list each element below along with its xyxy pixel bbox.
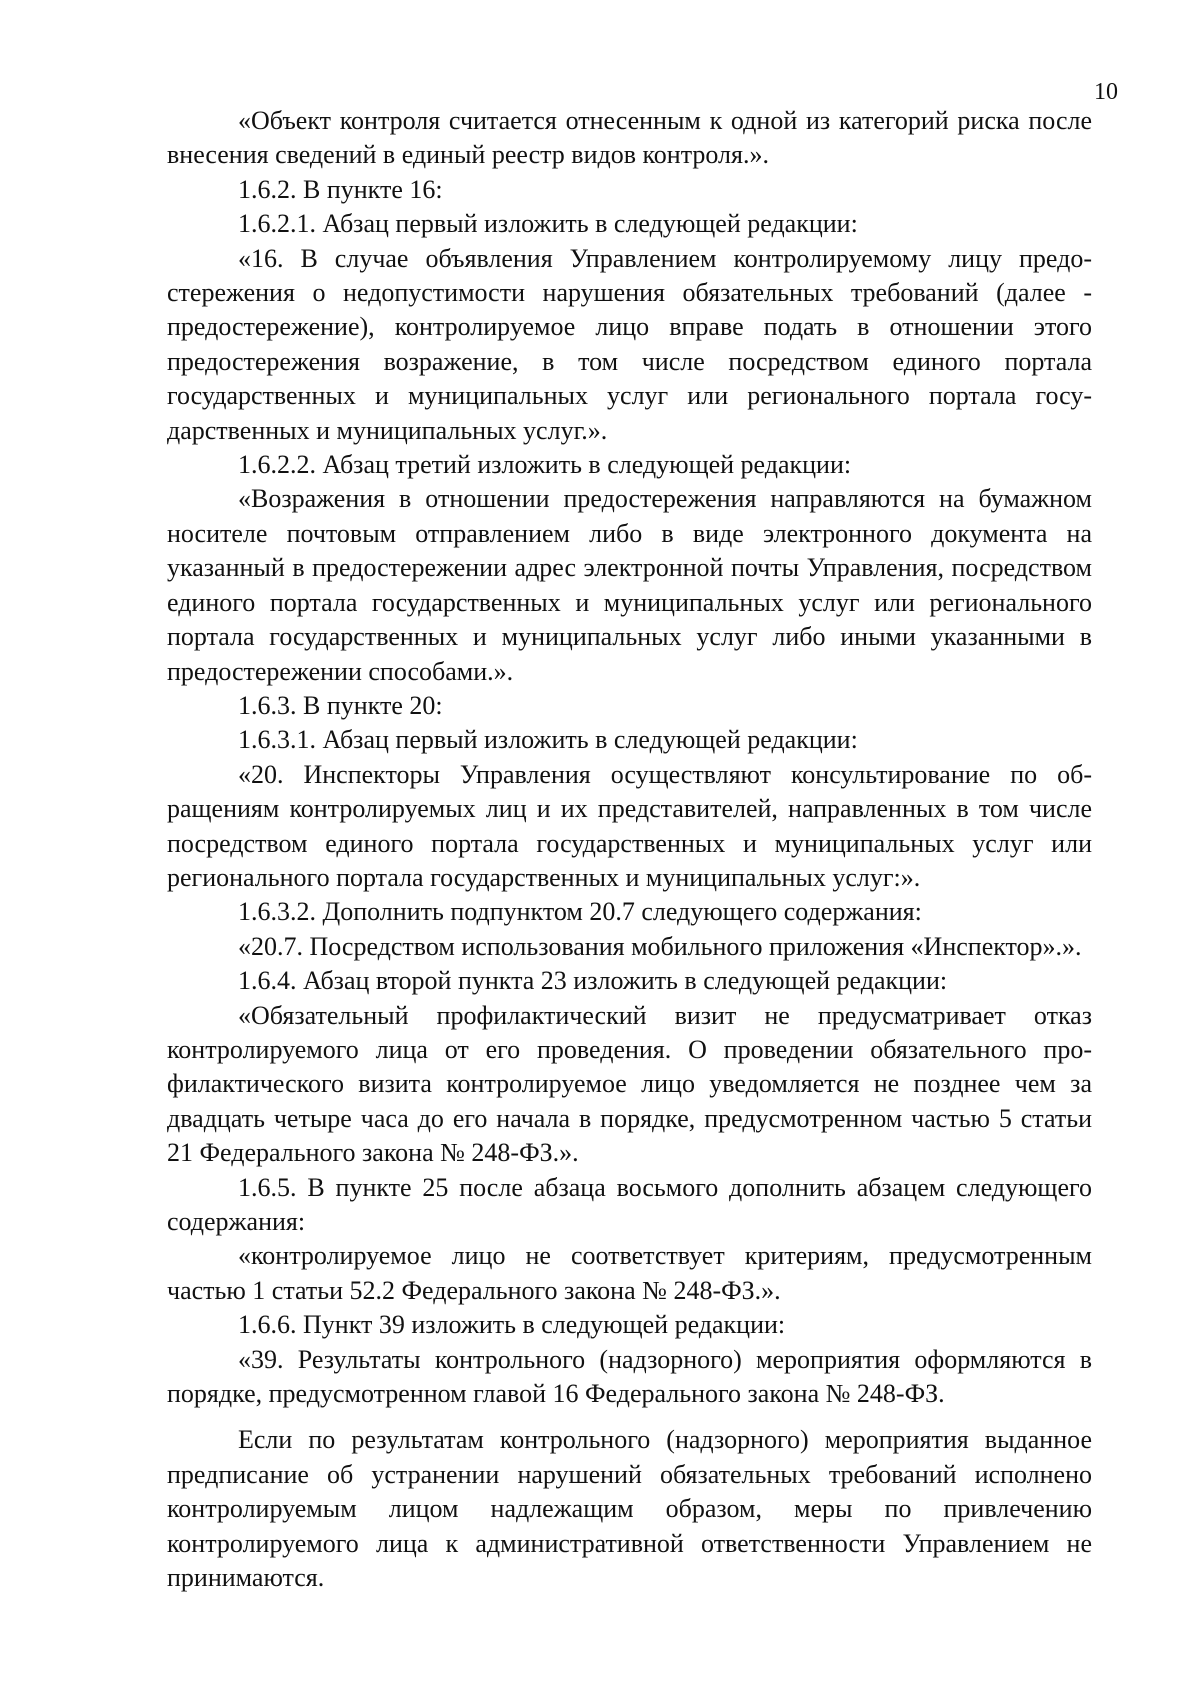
paragraph: «Объект контроля считается отнесенным к одной из категорий риска после внесения сведений в единый реестр видов контроля.». — [167, 106, 1092, 170]
paragraph: 1.6.4. Абзац второй пункта 23 изложить в следующей редакции: — [238, 966, 948, 996]
paragraph: 1.6.3. В пункте 20: — [238, 690, 443, 720]
paragraph: «39. Результаты контрольного (надзорного) мероприятия оформляются в порядке, предусмотренном главой 16 Федерального закона № 248-ФЗ. — [167, 1344, 1092, 1409]
paragraph: 1.6.6. Пункт 39 изложить в следующей редакции: — [238, 1310, 786, 1340]
paragraph: 1.6.3.1. Абзац первый изложить в следующей редакции: — [238, 725, 858, 755]
paragraph: «20. Инспекторы Управления осуществляют консультирование по обращениям контролируемых лиц и их представителей, направленных в том числе посредством единого портала государственных и муниципальных услуг или регионального портала государственных и муниципальных услуг:». — [167, 759, 1092, 892]
paragraph: 1.6.2.1. Абзац первый изложить в следующей редакции: — [238, 209, 858, 239]
paragraph: 1.6.5. В пункте 25 после абзаца восьмого дополнить абзацем следующего содержания: — [167, 1172, 1092, 1236]
paragraph: 1.6.2.2. Абзац третий изложить в следующей редакции: — [238, 450, 852, 480]
page-number: 10 — [1094, 79, 1118, 105]
paragraph: «16. В случае объявления Управлением контролируемому лицу предостережения о недопустимости нарушения обязательных требований (далее - предостережение), контролируемое лицо вправе подать в отношении этого предостережения возражение, в том числе посредством единого портала государственных и муниципальных услуг или регионального портала государственных и муниципальных услуг.». — [167, 243, 1092, 445]
paragraph: 1.6.3.2. Дополнить подпунктом 20.7 следующего содержания: — [238, 897, 922, 927]
paragraph: Если по результатам контрольного (надзорного) мероприятия выданное предписание об устранении нарушений обязательных требований исполнено контролируемым лицом надлежащим образом, меры по привлечению контролируемого лица к административной ответственности Управлением не принимаются. — [167, 1425, 1092, 1593]
paragraph: «Обязательный профилактический визит не предусматривает отказ контролируемого лица от его проведения. О проведении обязательного профилактического визита контролируемое лицо уведомляется не позднее чем за двадцать четыре часа до его начала в порядке, предусмотренном частью 5 статьи 21 Федерального закона № 248-ФЗ.». — [167, 1000, 1092, 1168]
paragraph: 1.6.2. В пункте 16: — [238, 174, 443, 204]
paragraph: «Возражения в отношении предостережения направляются на бумажном носителе почтовым отправлением либо в виде электронного документа на указанный в предостережении адрес электронной почты Управления, посредством единого портала государственных и муниципальных услуг или регионального портала государственных и муниципальных услуг либо иными указанными в предостережении способами.». — [167, 484, 1092, 686]
paragraph: «контролируемое лицо не соответствует критериям, предусмотренным частью 1 статьи 52.2 Федерального закона № 248-ФЗ.». — [167, 1241, 1092, 1305]
paragraph: «20.7. Посредством использования мобильного приложения «Инспектор».». — [238, 931, 1082, 961]
document-body — [167, 104, 1092, 1595]
